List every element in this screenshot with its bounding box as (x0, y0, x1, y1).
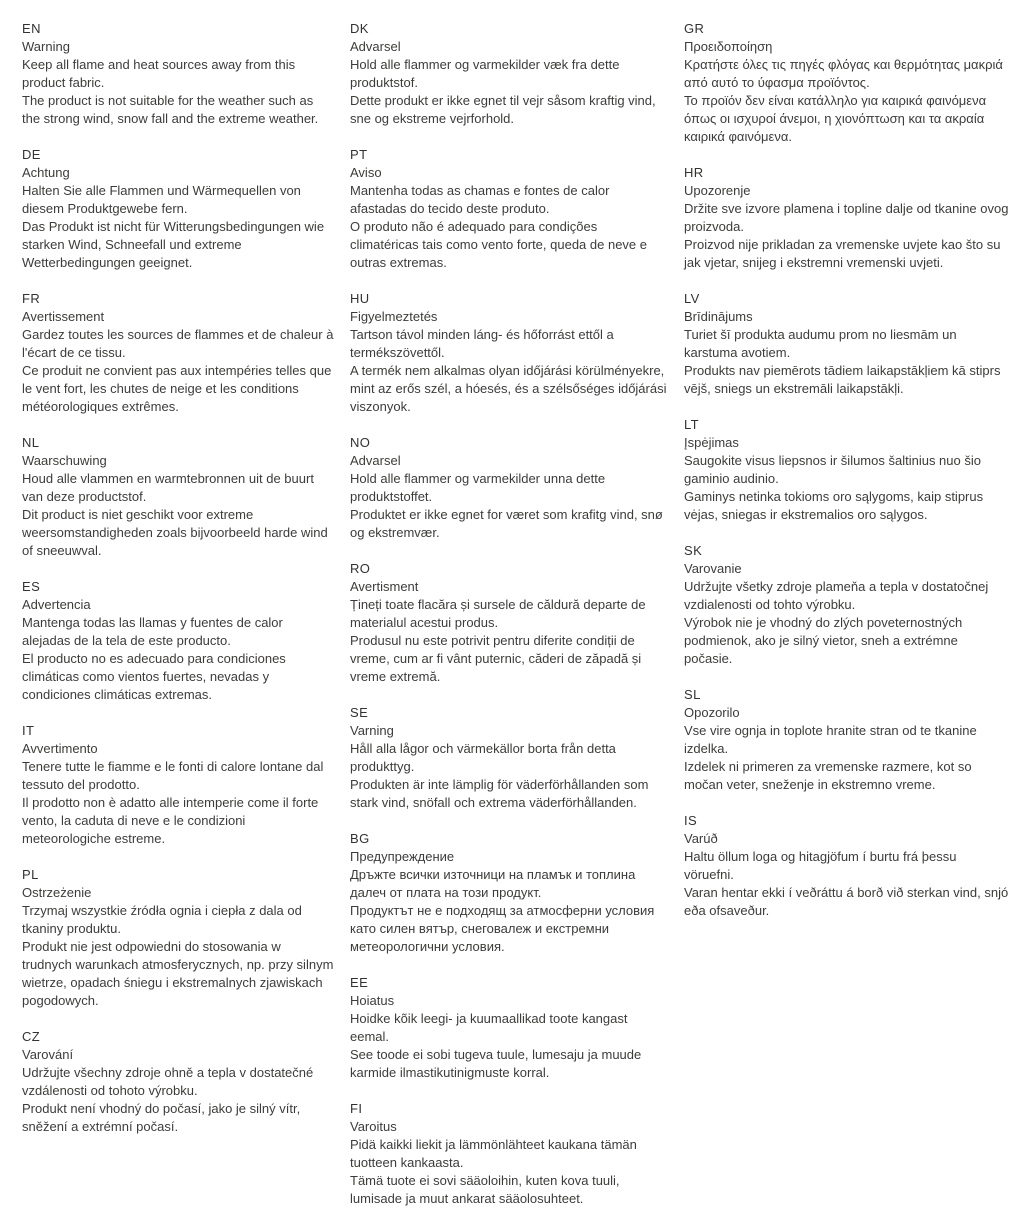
language-code: CZ (22, 1029, 41, 1044)
warning-text: Keep all flame and heat sources away from this product fabric. (22, 57, 296, 90)
warning-title: Varoitus (350, 1119, 397, 1134)
warning-text: Ce produit ne convient pas aux intempéries telles que le vent fort, les chutes de neige et les conditions météorologiques extrêmes. (22, 363, 332, 414)
lang-block-gr (684, 20, 1009, 146)
language-code: RO (350, 561, 371, 576)
warning-text: A termék nem alkalmas olyan időjárási körülményekre, mint az erős szél, a hóesés, és a szélsőséges időjárási viszonyok. (350, 363, 667, 414)
warning-title: Avertissement (22, 309, 105, 324)
warning-title: Achtung (22, 165, 70, 180)
lang-block-dk (350, 20, 668, 128)
warning-text: Il prodotto non è adatto alle intemperie come il forte vento, la caduta di neve e le condizioni meteorologiche estreme. (22, 795, 319, 846)
language-code: FI (350, 1101, 363, 1116)
warning-text: Produkten är inte lämplig för väderförhållanden som stark vind, snöfall och extrema väderförhållanden. (350, 777, 649, 810)
language-code: GR (684, 21, 705, 36)
warning-text: Gardez toutes les sources de flammes et de chaleur à l'écart de ce tissu. (22, 327, 334, 360)
warning-text: Udržujte všetky zdroje plameňa a tepla v dostatočnej vzdialenosti od tohto výrobku. (684, 579, 989, 612)
warning-text: Produsul nu este potrivit pentru diferite condiții de vreme, cum ar fi vânt puternic, căderi de zăpadă și vreme extremă. (350, 633, 642, 684)
language-code: SL (684, 687, 701, 702)
lang-block-en (22, 20, 334, 128)
warning-text: Trzymaj wszystkie źródła ognia i ciepła z dala od tkaniny produktu. (22, 903, 302, 936)
language-code: BG (350, 831, 370, 846)
warning-text: Κρατήστε όλες τις πηγές φλόγας και θερμότητας μακριά από αυτό το ύφασμα προϊόντος. (684, 57, 1003, 90)
lang-block-lv (684, 290, 1009, 398)
language-code: HU (350, 291, 370, 306)
language-code: HR (684, 165, 704, 180)
warning-text: Dit product is niet geschikt voor extreme weersomstandigheden zoals bijvoorbeeld harde wind of sneeuwval. (22, 507, 328, 558)
warning-title: Varning (350, 723, 394, 738)
warning-title: Varovanie (684, 561, 742, 576)
language-code: NO (350, 435, 371, 450)
warning-text: El producto no es adecuado para condiciones climáticas como vientos fuertes, nevadas y condiciones climáticas extremas. (22, 651, 286, 702)
warning-text: Haltu öllum loga og hitagjöfum í burtu frá þessu vöruefni. (684, 849, 957, 882)
warning-text: Hold alle flammer og varmekilder væk fra dette produktstof. (350, 57, 620, 90)
lang-block-is (684, 812, 1009, 920)
warning-title: Предупреждение (350, 849, 455, 864)
lang-block-no (350, 434, 668, 542)
warning-text: Výrobok nie je vhodný do zlých poveternostných podmienok, ako je silný vietor, sneh a extrémne počasie. (684, 615, 963, 666)
lang-block-pt (350, 146, 668, 272)
lang-block-de (22, 146, 334, 272)
warning-title: Advarsel (350, 39, 401, 54)
warning-title: Warning (22, 39, 70, 54)
warning-text: The product is not suitable for the weather such as the strong wind, snow fall and the extreme weather. (22, 93, 319, 126)
warning-text: Produkts nav piemērots tādiem laikapstākļiem kā stiprs vējš, sniegs un ekstremāli laikapstākļi. (684, 363, 1001, 396)
warning-title: Ostrzeżenie (22, 885, 92, 900)
warning-text: O produto não é adequado para condições climatéricas tais como vento forte, queda de neve e outras extremas. (350, 219, 647, 270)
language-code: EE (350, 975, 369, 990)
language-code: IT (22, 723, 35, 738)
warning-text: Udržujte všechny zdroje ohně a tepla v dostatečné vzdálenosti od tohoto výrobku. (22, 1065, 314, 1098)
warning-text: Halten Sie alle Flammen und Wärmequellen von diesem Produktgewebe fern. (22, 183, 301, 216)
warning-text: Το προϊόν δεν είναι κατάλληλο για καιρικά φαινόμενα όπως οι ισχυροί άνεμοι, η χιονόπτωση και τα ακραία καιρικά φαινόμενα. (684, 93, 987, 144)
warning-text: Houd alle vlammen en warmtebronnen uit de buurt van deze productstof. (22, 471, 314, 504)
lang-block-hr (684, 164, 1009, 272)
warning-text: Saugokite visus liepsnos ir šilumos šaltinius nuo šio gaminio audinio. (684, 453, 981, 486)
language-code: DK (350, 21, 369, 36)
warning-text: Dette produkt er ikke egnet til vejr såsom kraftig vind, sne og ekstreme vejrforhold. (350, 93, 656, 126)
warning-text: Tartson távol minden láng- és hőforrást ettől a termékszövettől. (350, 327, 614, 360)
lang-block-se (350, 704, 668, 812)
warning-title: Įspėjimas (684, 435, 739, 450)
lang-block-it (22, 722, 334, 848)
language-code: SE (350, 705, 369, 720)
language-code: NL (22, 435, 40, 450)
warning-text: Mantenha todas as chamas e fontes de calor afastadas do tecido deste produto. (350, 183, 610, 216)
warning-title: Advertencia (22, 597, 91, 612)
warning-text: Hoidke kõik leegi- ja kuumaallikad toote kangast eemal. (350, 1011, 628, 1044)
warning-title: Hoiatus (350, 993, 395, 1008)
warning-text: Turiet šī produkta audumu prom no liesmām un karstuma avotiem. (684, 327, 957, 360)
warning-title: Advarsel (350, 453, 401, 468)
warning-text: Mantenga todas las llamas y fuentes de calor alejadas de la tela de este producto. (22, 615, 283, 648)
warning-text: Țineți toate flacăra și sursele de căldură departe de materialul acestui produs. (350, 597, 646, 630)
lang-block-sl (684, 686, 1009, 794)
warning-text: Produkt není vhodný do počasí, jako je silný vítr, sněžení a extrémní počasí. (22, 1101, 301, 1134)
lang-block-cz (22, 1028, 334, 1136)
lang-block-sk (684, 542, 1009, 668)
warning-text: Vse vire ognja in toplote hranite stran od te tkanine izdelka. (684, 723, 977, 756)
lang-block-es (22, 578, 334, 704)
column-right (684, 20, 1009, 938)
warning-text: Proizvod nije prikladan za vremenske uvjete kao što su jak vjetar, snijeg i ekstremni vremenski uvjeti. (684, 237, 1001, 270)
warning-text: Pidä kaikki liekit ja lämmönlähteet kaukana tämän tuotteen kankaasta. (350, 1137, 637, 1170)
warning-text: Varan hentar ekki í veðráttu á borð við sterkan vind, snjó eða ofsaveður. (684, 885, 1009, 918)
warning-text: Продуктът не е подходящ за атмосферни условия като силен вятър, снеговалеж и екстремни метеорологични условия. (350, 903, 655, 954)
warning-text: Izdelek ni primeren za vremenske razmere, kot so močan veter, sneženje in ekstremno vreme. (684, 759, 972, 792)
warning-title: Προειδοποίηση (684, 39, 773, 54)
column-middle (350, 20, 668, 1226)
lang-block-ro (350, 560, 668, 686)
lang-block-bg (350, 830, 668, 956)
warning-title: Avvertimento (22, 741, 98, 756)
lang-block-pl (22, 866, 334, 1010)
language-code: DE (22, 147, 41, 162)
warning-title: Opozorilo (684, 705, 740, 720)
language-code: LV (684, 291, 700, 306)
lang-block-fr (22, 290, 334, 416)
language-code: LT (684, 417, 700, 432)
warning-text: Håll alla lågor och värmekällor borta från detta produkttyg. (350, 741, 616, 774)
warning-text: Das Produkt ist nicht für Witterungsbedingungen wie starken Wind, Schneefall und extreme Wetterbedingungen geeignet. (22, 219, 325, 270)
lang-block-ee (350, 974, 668, 1082)
language-code: IS (684, 813, 698, 828)
language-code: PL (22, 867, 39, 882)
lang-block-hu (350, 290, 668, 416)
column-left (22, 20, 334, 1154)
warning-title: Waarschuwing (22, 453, 107, 468)
warning-text: Držite sve izvore plamena i topline dalje od tkanine ovog proizvoda. (684, 201, 1009, 234)
warning-text: Hold alle flammer og varmekilder unna dette produktstoffet. (350, 471, 606, 504)
warning-text: Дръжте всички източници на пламък и топлина далеч от плата на този продукт. (350, 867, 636, 900)
warning-title: Upozorenje (684, 183, 751, 198)
warning-text: Produktet er ikke egnet for været som krafitg vind, snø og ekstremvær. (350, 507, 663, 540)
warning-text: See toode ei sobi tugeva tuule, lumesaju ja muude karmide ilmastikutinigmuste korral. (350, 1047, 642, 1080)
warning-text: Tenere tutte le fiamme e le fonti di calore lontane dal tessuto del prodotto. (22, 759, 324, 792)
warning-title: Varúð (684, 831, 718, 846)
warning-text: Gaminys netinka tokioms oro sąlygoms, kaip stiprus vėjas, sniegas ir ekstremalios oro sąlygos. (684, 489, 984, 522)
warning-title: Varování (22, 1047, 74, 1062)
lang-block-nl (22, 434, 334, 560)
language-code: EN (22, 21, 41, 36)
lang-block-fi (350, 1100, 668, 1208)
language-code: ES (22, 579, 41, 594)
language-code: PT (350, 147, 368, 162)
warning-text: Produkt nie jest odpowiedni do stosowania w trudnych warunkach atmosferycznych, np. przy silnym wietrze, opadach śniegu i ekstremalnych zjawiskach pogodowych. (22, 939, 334, 1008)
warning-text: Tämä tuote ei sovi sääoloihin, kuten kova tuuli, lumisade ja muut ankarat sääolosuhteet. (350, 1173, 620, 1206)
language-code: SK (684, 543, 703, 558)
warning-title: Brīdinājums (684, 309, 753, 324)
language-code: FR (22, 291, 41, 306)
warning-title: Figyelmeztetés (350, 309, 438, 324)
lang-block-lt (684, 416, 1009, 524)
warning-title: Avertisment (350, 579, 419, 594)
warning-title: Aviso (350, 165, 382, 180)
